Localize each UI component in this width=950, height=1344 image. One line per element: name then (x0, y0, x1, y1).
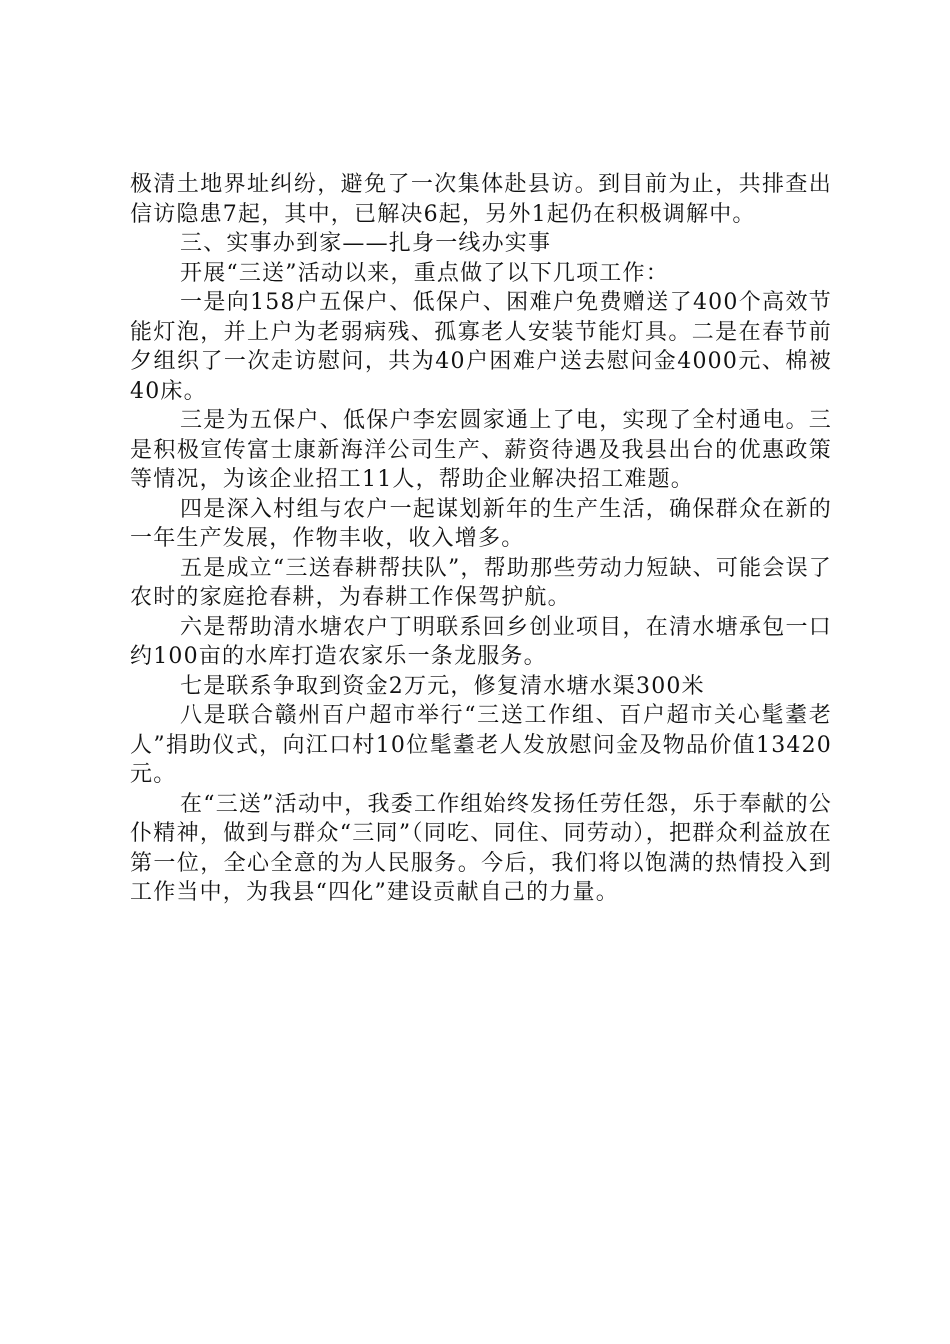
paragraph-intro: 开展“三送”活动以来，重点做了以下几项工作： (180, 260, 669, 286)
document-body (130, 170, 832, 908)
paragraph-item-5: 五是成立“三送春耕帮扶队”，帮助那些劳动力短缺、可能会误了农时的家庭抢春耕，为春耕工作保驾护航。 (130, 555, 832, 610)
section-heading: 三、实事办到家——扎身一线办实事 (180, 231, 552, 256)
paragraph-continuation: 极清土地界址纠纷，避免了一次集体赴县访。到目前为止，共排查出信访隐患7起，其中，已解决6起，另外1起仍在积极调解中。 (130, 172, 832, 227)
paragraph-item-1: 一是向158户五保户、低保户、困难户免费赠送了400个高效节能灯泡，并上户为老弱病残、孤寡老人安装节能灯具。二是在春节前夕组织了一次走访慰问，共为40户困难户送去慰问金4000元、棉被40床。 (130, 290, 832, 404)
paragraph-item-8: 八是联合赣州百户超市举行“三送工作组、百户超市关心髦耋老人”捐助仪式，向江口村10位髦耋老人发放慰问金及物品价值13420元。 (130, 703, 832, 787)
paragraph-item-7: 七是联系争取到资金2万元，修复清水塘水渠300米 (180, 673, 705, 699)
paragraph-item-3: 三是为五保户、低保户李宏圆家通上了电，实现了全村通电。三是积极宣传富士康新海洋公司生产、薪资待遇及我县出台的优惠政策等情况，为该企业招工11人，帮助企业解决招工难题。 (130, 408, 832, 492)
paragraph-item-6: 六是帮助清水塘农户丁明联系回乡创业项目，在清水塘承包一口约100亩的水库打造农家乐一条龙服务。 (130, 614, 832, 669)
paragraph-conclusion: 在“三送”活动中，我委工作组始终发扬任劳任怨，乐于奉献的公仆精神，做到与群众“三同”（同吃、同住、同劳动），把群众利益放在第一位，全心全意的为人民服务。今后，我们将以饱满的热情投入到工作当中，为我县“四化”建设贡献自己的力量。 (130, 791, 832, 905)
paragraph-item-4: 四是深入村组与农户一起谋划新年的生产生活，确保群众在新的一年生产发展，作物丰收，收入增多。 (130, 496, 832, 551)
